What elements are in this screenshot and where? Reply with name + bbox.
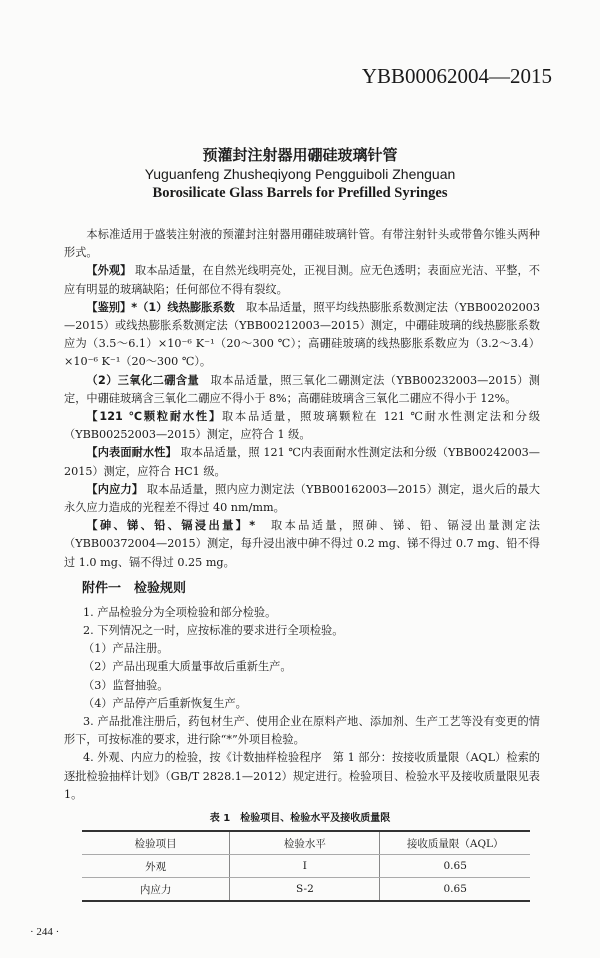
column-header: 检验项目: [82, 831, 230, 855]
intro-paragraph: 本标准适用于盛装注射液的预灌封注射器用硼硅玻璃针管。有带注射针头或带鲁尔锥头两种形式。: [64, 228, 540, 260]
boron-paragraph: [64, 372, 540, 408]
identification-paragraph: [64, 299, 540, 372]
title-english: Borosilicate Glass Barrels for Prefilled Syringes: [152, 185, 448, 201]
grain-text: 取本品适量，照玻璃颗粒在 121 ℃耐水性测定法和分级（YBB00252003—2015）测定，应符合 1 级。: [64, 410, 541, 442]
list-item: 4. 外观、内应力的检验，按《计数抽样检验程序 第 1 部分：按接收质量限（AQL）检索的逐批检验抽样计划》（GB/T 2828.1—2012）规定进行。检验项目、检验水平及接收质量限见表 1。: [64, 751, 540, 801]
metals-paragraph: [64, 517, 540, 572]
surface-label: 【内表面耐水性】: [86, 446, 177, 460]
stress-text: 取本品适量，照内应力测定法（YBB00162003—2015）测定，退火后的最大永久应力造成的光程差不得过 40 nm/mm。: [64, 482, 540, 515]
grain-paragraph: [64, 408, 540, 444]
table-cell: Ⅰ: [230, 855, 380, 878]
table-header-row: [82, 831, 530, 855]
list-item: 1. 产品检验分为全项检验和部分检验。: [83, 605, 277, 619]
metals-text: 取本品适量，照砷、锑、铅、镉浸出量测定法（YBB00372004—2015）测定，每升浸出液中砷不得过 0.2 mg、锑不得过 0.7 mg、铅不得过 1.0 mg、镉不得过 0.25 mg。: [64, 519, 540, 569]
appendix-body: [64, 604, 540, 804]
stress-paragraph: [64, 481, 540, 517]
metals-label: 【砷、锑、铅、镉浸出量】*: [86, 519, 256, 533]
table-row: [82, 878, 530, 902]
standard-body: [64, 226, 540, 572]
table-cell: 0.65: [380, 878, 530, 902]
inspection-table: [82, 830, 530, 902]
document-code: YBB00062004—2015: [361, 64, 552, 88]
appearance-text: 取本品适量，在自然光线明亮处，正视目测。应无色透明；表面应光洁、平整，不应有明显的玻璃缺陷；任何部位不得有裂纹。: [64, 264, 540, 296]
list-item: （2）产品出现重大质量事故后重新生产。: [83, 660, 292, 674]
appearance-label: 【外观】: [86, 264, 132, 278]
stress-label: 【内应力】: [86, 482, 144, 496]
page-number: · 244 ·: [30, 926, 60, 939]
appendix-heading: 附件一 检验规则: [82, 580, 187, 596]
boron-label: （2）三氧化二硼含量: [86, 373, 200, 387]
column-header: 接收质量限（AQL）: [380, 831, 530, 855]
identification-label: 【鉴别】*（1）线热膨胀系数: [86, 300, 235, 314]
list-item: （4）产品停产后重新恢复生产。: [83, 696, 247, 710]
surface-text: 取本品适量，照 121 ℃内表面耐水性测定法和分级（YBB00242003—2015）测定，应符合 HC1 级。: [64, 446, 540, 478]
list-item: 3. 产品批准注册后，药包材生产、使用企业在原料产地、添加剂、生产工艺等没有变更的情形下，可按标准的要求，进行除“*”外项目检验。: [64, 715, 540, 747]
title-chinese: 预灌封注射器用硼硅玻璃针管: [202, 146, 398, 164]
table-cell: 内应力: [82, 878, 230, 902]
title-pinyin: Yuguanfeng Zhusheqiyong Pengguiboli Zhenguan: [144, 166, 456, 182]
list-item: （1）产品注册。: [83, 642, 169, 656]
appearance-paragraph: [64, 262, 540, 298]
table-cell: S-2: [230, 878, 380, 902]
surface-paragraph: [64, 444, 540, 480]
list-item: 2. 下列情况之一时，应按标准的要求进行全项检验。: [83, 624, 344, 638]
grain-label: 【121 ℃颗粒耐水性】: [86, 410, 222, 424]
column-header: 检验水平: [230, 831, 380, 855]
table-row: [82, 855, 530, 878]
table-caption: 表 1 检验项目、检验水平及接收质量限: [209, 813, 391, 825]
boron-text: 取本品适量，照三氧化二硼测定法（YBB00232003—2015）测定，中硼硅玻璃含三氧化二硼应不得小于 8%；高硼硅玻璃含三氧化二硼应不得小于 12%。: [64, 373, 540, 405]
list-item: （3）监督抽验。: [83, 678, 169, 692]
table-cell: 外观: [82, 855, 230, 878]
table-cell: 0.65: [380, 855, 530, 878]
identification-text: 取本品适量，照平均线热膨胀系数测定法（YBB00202003—2015）或线热膨胀系数测定法（YBB00212003—2015）测定，中硼硅玻璃的线热膨胀系数应为（3.5～6.1）×10⁻⁶ K⁻¹（20～300 ℃）；高硼硅玻璃的线热膨胀系数应为（3.2～3.4）×10⁻⁶ K⁻¹（20～300 ℃）。: [64, 300, 540, 369]
